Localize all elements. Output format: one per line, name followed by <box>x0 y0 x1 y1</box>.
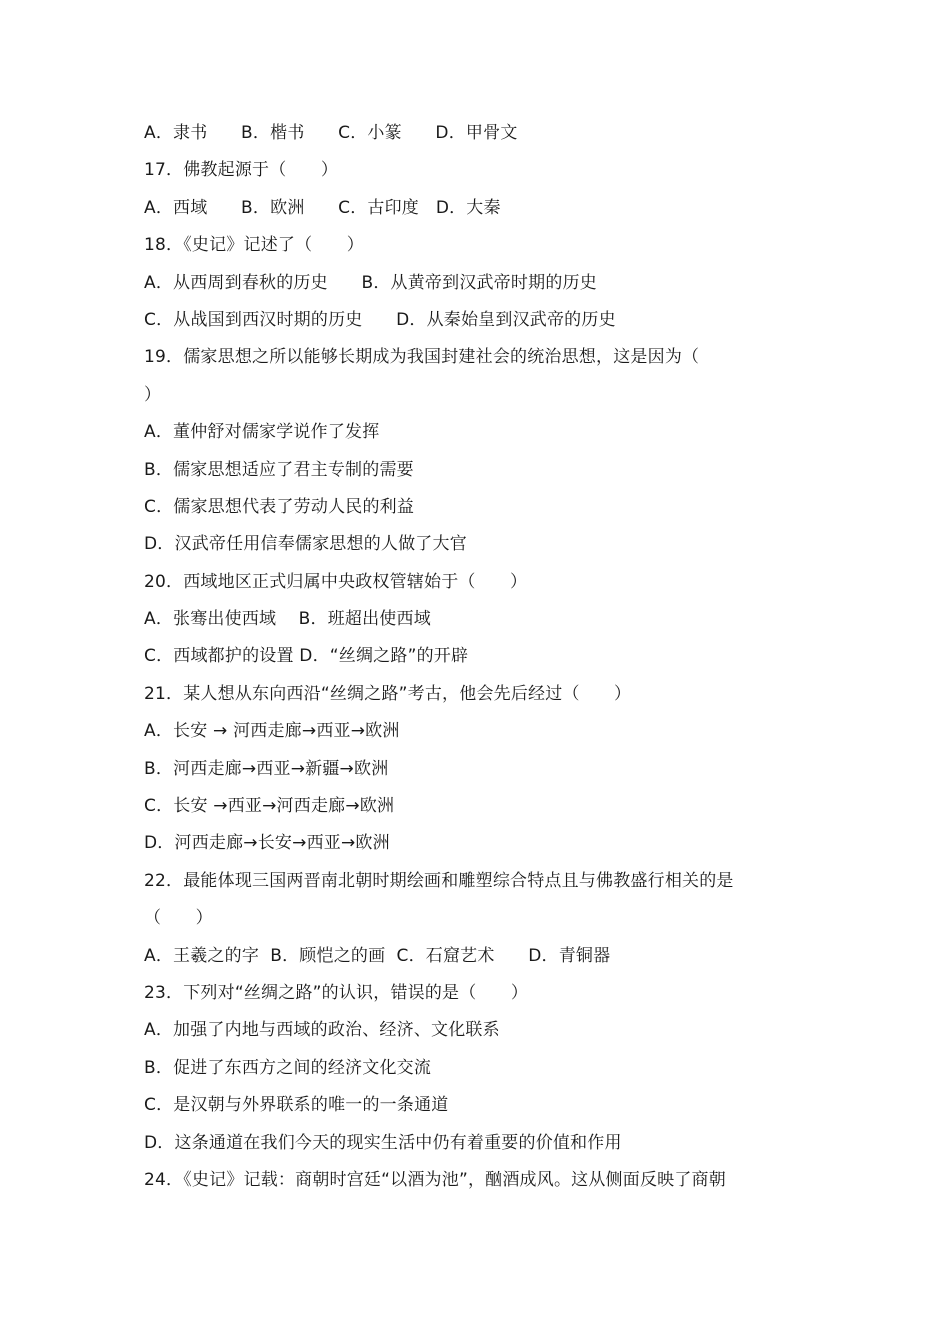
option-q21-a: A．长安 → 河西走廊→西亚→欧洲 <box>144 721 400 742</box>
option-line-q20-ab: A．张骞出使西域 B．班超出使西域 <box>144 609 431 630</box>
option-line-q22: A．王羲之的字 B．顾恺之的画 C．石窟艺术 D．青铜器 <box>144 945 611 966</box>
option-q21-c: C．长安 →西亚→河西走廊→欧洲 <box>144 796 395 817</box>
option-q21-b: B．河西走廊→西亚→新疆→欧洲 <box>144 758 389 779</box>
option-q23-a: A．加强了内地与西域的政治、经济、文化联系 <box>144 1020 500 1041</box>
question-19: 19．儒家思想之所以能够长期成为我国封建社会的统治思想，这是因为（ <box>144 347 700 368</box>
option-q19-b: B．儒家思想适应了君主专制的需要 <box>144 459 414 480</box>
question-19-cont: ） <box>144 384 162 405</box>
option-line-q17: A．西域 B．欧洲 C．古印度 D．大秦 <box>144 197 501 218</box>
option-line-q18-cd: C．从战国到西汉时期的历史 D．从秦始皇到汉武帝的历史 <box>144 309 616 330</box>
option-q23-d: D．这条通道在我们今天的现实生活中仍有着重要的价值和作用 <box>144 1132 622 1153</box>
question-23: 23．下列对“丝绸之路”的认识，错误的是（ ） <box>144 982 529 1003</box>
question-18: 18．《史记》记述了（ ） <box>144 235 364 256</box>
question-21: 21．某人想从东向西沿“丝绸之路”考古，他会先后经过（ ） <box>144 683 632 704</box>
question-24: 24．《史记》记载：商朝时宫廷“以酒为池”，酗酒成风。这从侧面反映了商朝 <box>144 1169 726 1190</box>
option-q23-c: C．是汉朝与外界联系的唯一的一条通道 <box>144 1095 449 1116</box>
option-line-q18-ab: A．从西周到春秋的历史 B．从黄帝到汉武帝时期的历史 <box>144 272 597 293</box>
option-q21-d: D．河西走廊→长安→西亚→欧洲 <box>144 833 390 854</box>
question-17: 17．佛教起源于（ ） <box>144 160 339 181</box>
option-q19-d: D．汉武帝任用信奉儒家思想的人做了大官 <box>144 534 467 555</box>
question-20: 20．西域地区正式归属中央政权管辖始于（ ） <box>144 571 528 592</box>
question-22-cont: （ ） <box>144 908 213 929</box>
option-line-q16: A．隶书 B．楷书 C．小篆 D．甲骨文 <box>144 123 518 143</box>
option-q19-c: C．儒家思想代表了劳动人民的利益 <box>144 496 415 517</box>
document-page <box>144 115 824 1199</box>
option-q19-a: A．董仲舒对儒家学说作了发挥 <box>144 422 380 443</box>
option-q23-b: B．促进了东西方之间的经济文化交流 <box>144 1057 432 1078</box>
option-line-q20-cd: C．西域都护的设置 D．“丝绸之路”的开辟 <box>144 646 469 667</box>
question-22: 22．最能体现三国两晋南北朝时期绘画和雕塑综合特点且与佛教盛行相关的是 <box>144 870 734 891</box>
